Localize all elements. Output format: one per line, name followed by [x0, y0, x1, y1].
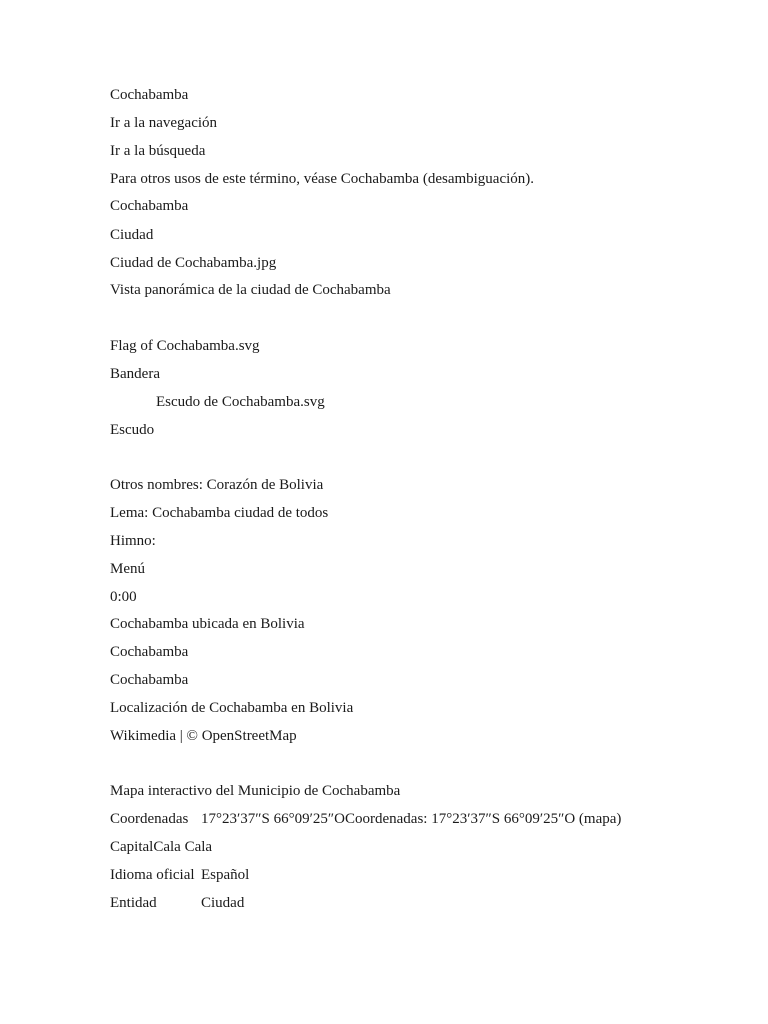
coordinates-label: Coordenadas [110, 811, 189, 827]
search-skip-link[interactable]: Ir a la búsqueda [110, 143, 206, 159]
capital-row [110, 838, 212, 856]
coordinates-value[interactable]: 17°23′37″S 66°09′25″OCoordenadas: 17°23′37″S 66°09′25″O (mapa) [201, 811, 622, 827]
flag-image-filename: Flag of Cochabamba.svg [110, 338, 260, 354]
capital-label: Capital [110, 839, 154, 855]
coordinates-row [110, 810, 621, 828]
audio-menu[interactable]: Menú [110, 561, 145, 577]
entity-value: Ciudad [201, 895, 245, 911]
anthem-label: Himno: [110, 533, 156, 549]
flag-label: Bandera [110, 366, 160, 382]
map-marker-label-2: Cochabamba [110, 672, 189, 688]
entity-row [110, 894, 244, 912]
other-names: Otros nombres: Corazón de Bolivia [110, 477, 324, 493]
motto: Lema: Cochabamba ciudad de todos [110, 505, 329, 521]
city-image-filename: Ciudad de Cochabamba.jpg [110, 255, 277, 271]
capital-value[interactable]: Cala Cala [153, 839, 213, 855]
disambiguation-note: Para otros usos de este término, véase Cochabamba (desambiguación). [110, 171, 535, 187]
audio-time: 0:00 [110, 589, 137, 605]
article-title: Cochabamba [110, 87, 189, 103]
shield-label: Escudo [110, 422, 155, 438]
nav-skip-link[interactable]: Ir a la navegación [110, 115, 218, 131]
location-map-title: Cochabamba ubicada en Bolivia [110, 616, 305, 632]
infobox-type: Ciudad [110, 227, 154, 243]
city-image-caption: Vista panorámica de la ciudad de Cochabamba [110, 282, 391, 298]
map-credit[interactable]: Wikimedia | © OpenStreetMap [110, 728, 297, 744]
language-label: Idioma oficial [110, 867, 195, 883]
shield-image-filename: Escudo de Cochabamba.svg [156, 394, 325, 410]
language-value[interactable]: Español [201, 867, 250, 883]
map-caption: Localización de Cochabamba en Bolivia [110, 700, 354, 716]
map-marker-label: Cochabamba [110, 644, 189, 660]
interactive-map-link[interactable]: Mapa interactivo del Municipio de Cochabamba [110, 783, 401, 799]
language-row [110, 866, 249, 884]
entity-label: Entidad [110, 895, 157, 911]
infobox-name: Cochabamba [110, 198, 189, 214]
